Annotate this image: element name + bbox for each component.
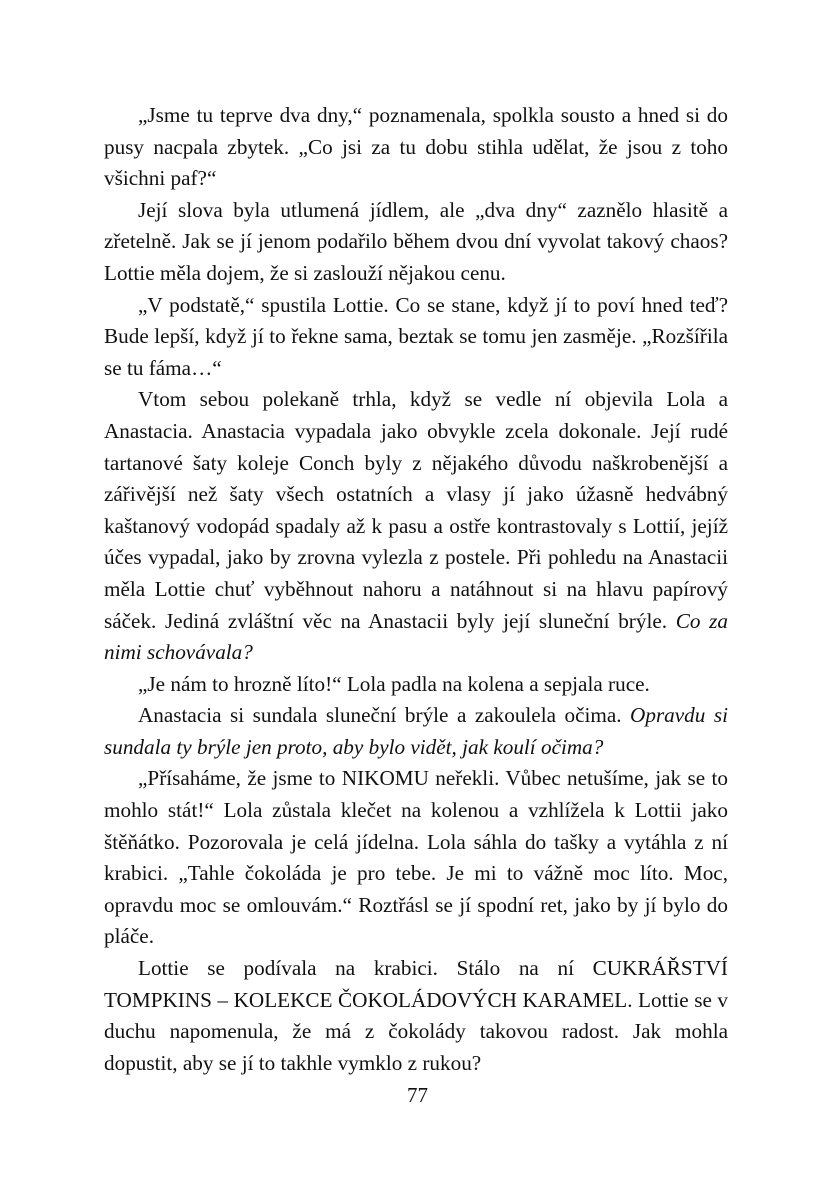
paragraph-text: „V podstatě,“ spustila Lottie. Co se stane, když jí to poví hned teď? Bude lepší, když jí to řekne sama, beztak se tomu jen zasměje. „Rozšířila se tu fáma…“ [104,292,728,380]
paragraph-7 [104,763,728,953]
paragraph-2 [104,195,728,290]
paragraph-italic-text: Co za nimi schovávala? [104,608,728,665]
page-body [104,100,728,1079]
paragraph-text: Vtom sebou polekaně trhla, když se vedle ní objevila Lola a Anastacia. Anastacia vypadala jako obvykle zcela dokonale. Její rudé tartanové šaty koleje Conch byly z nějakého důvodu naškrobenější a zářivější než šaty všech ostatních a vlasy jí jako úžasně hedvábný kaštanový vodopád spadaly až k pasu a ostře kontrastovaly s Lottií, jejíž účes vypadal, jako by zrovna vylezla z postele. Při pohledu na Anastacii měla Lottie chuť vyběhnout nahoru a natáhnout si na hlavu papírový sáček. Jediná zvláštní věc na Anastacii byly její sluneční brýle. [104,387,728,633]
paragraph-text: „Přísaháme, že jsme to NIKOMU neřekli. Vůbec netušíme, jak se to mohlo stát!“ Lola zůstala klečet na kolenou a vzhlížela k Lottii jako štěňátko. Pozorovala je celá jídelna. Lola sáhla do tašky a vytáhla z ní krabici. „Tahle čokoláda je pro tebe. Je mi to vážně moc líto. Moc, opravdu moc se omlouvám.“ Roztřásl se jí spodní ret, jako by jí bylo do pláče. [104,766,728,949]
paragraph-text: Anastacia si sundala sluneční brýle a zakoulela očima. [138,703,631,728]
paragraph-text: Její slova byla utlumená jídlem, ale „dva dny“ zaznělo hlasitě a zřetelně. Jak se jí jenom podařilo během dvou dní vyvolat takový chaos? Lottie měla dojem, že si zaslouží nějakou cenu. [104,197,728,285]
paragraph-text: Lottie se podívala na krabici. Stálo na ní CUKRÁŘSTVÍ TOMPKINS – KOLEKCE ČOKOLÁDOVÝCH KARAMEL. Lottie se v duchu napomenula, že má z čokolády takovou radost. Jak mohla dopustit, aby se jí to takhle vymklo z rukou? [104,956,728,1075]
paragraph-8 [104,953,728,1079]
paragraph-5 [104,669,728,701]
paragraph-italic-text: Opravdu si sundala ty brýle jen proto, aby bylo vidět, jak koulí očima? [104,703,728,759]
paragraph-6 [104,700,728,763]
paragraph-text: „Je nám to hrozně líto!“ Lola padla na kolena a sepjala ruce. [138,671,650,696]
paragraph-4 [104,384,728,668]
page-number: 77 [407,1083,428,1107]
paragraph-3 [104,290,728,385]
paragraph-text: „Jsme tu teprve dva dny,“ poznamenala, spolkla sousto a hned si do pusy nacpala zbytek. „Co jsi za tu dobu stihla udělat, že jsou z toho všichni paf?“ [104,103,728,191]
paragraph-1 [104,100,728,195]
